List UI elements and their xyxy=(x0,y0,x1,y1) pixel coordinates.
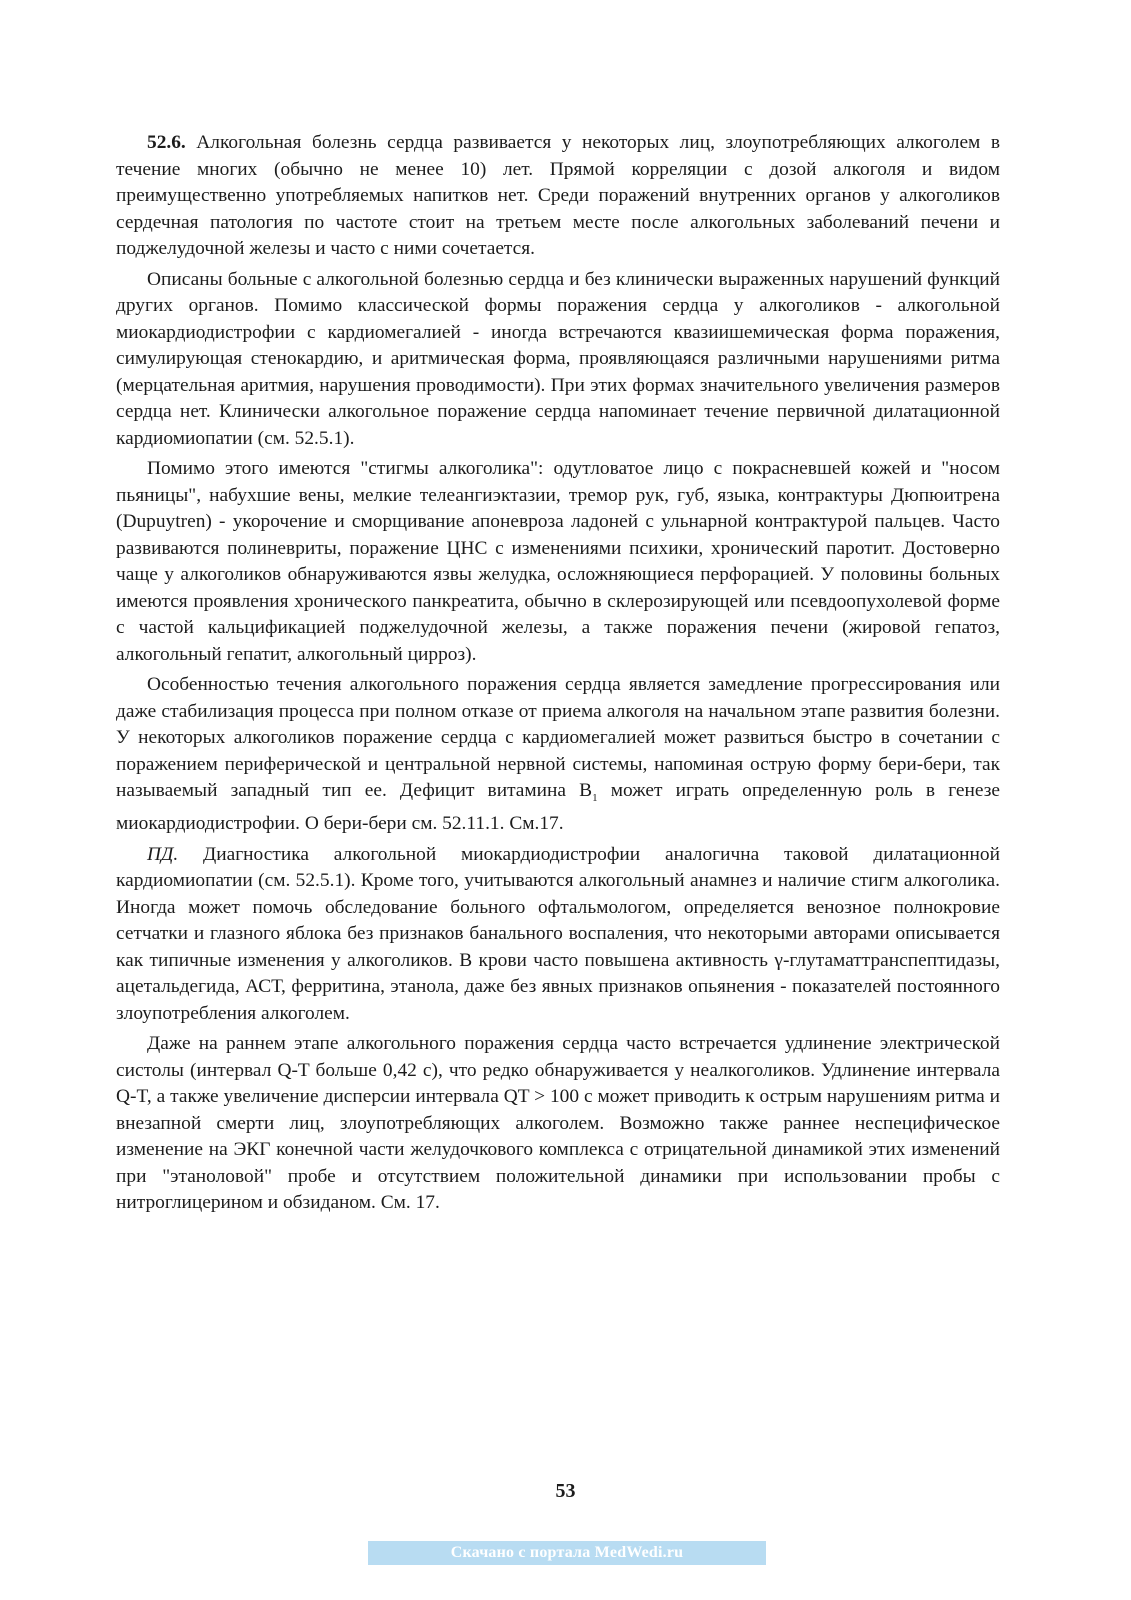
paragraph-ecg: Даже на раннем этапе алкогольного поражения сердца часто встречается удлинение электрической систолы (интервал Q-T больше 0,42 с), что редко обнаруживается у неалкоголиков. Удлинение интервала Q-T, а также увеличение дисперсии интервала QT > 100 с может приводить к острым нарушениям ритма и внезапной смерти лиц, злоупотребляющих алкоголем. Возможно также раннее неспецифическое изменение на ЭКГ конечной части желудочкового комплекса с отрицательной динамикой этих изменений при "этаноловой" пробе и отсутствием положительной динамики при использовании пробы с нитроглицерином и обзиданом. См. 17. xyxy=(116,1033,1000,1214)
paragraph-stigmata: Помимо этого имеются "стигмы алкоголика": одутловатое лицо с покрасневшей кожей и "носом пьяницы", набухшие вены, мелкие телеангиэктазии, тремор рук, губ, языка, контрактуры Дюпюитрена (Dupuytren) - укорочение и сморщивание апоневроза ладоней с ульнарной контрактурой пальцев. Часто развиваются полиневриты, поражение ЦНС с изменениями психики, хронический паротит. Достоверно чаще у алкоголиков обнаруживаются язвы желудка, осложняющиеся перфорацией. У половины больных имеются проявления хронического панкреатита, обычно в склерозирующей или псевдоопухолевой форме с частой кальцификацией поджелудочной железы, а также поражения печени (жировой гепатоз, алкогольный гепатит, алкогольный цирроз). xyxy=(116,458,1000,665)
paragraph-diagnosis xyxy=(116,842,1000,1028)
diagnosis-label: ПД. xyxy=(147,843,179,865)
paragraph-course xyxy=(116,672,1000,838)
paragraph-intro-text: Алкогольная болезнь сердца развивается у некоторых лиц, злоупотребляющих алкоголем в течение многих (обычно не менее 10) лет. Прямой корреляции с дозой алкоголя и видом преимущественно употребляемых напитков нет. Среди поражений внутренних органов у алкоголиков сердечная патология по частоте стоит на третьем месте после алкогольных заболеваний печени и поджелудочной железы и часто с ними сочетается. xyxy=(116,132,1000,259)
paragraph-intro xyxy=(116,130,1000,263)
page-body xyxy=(116,130,1000,1221)
page-number: 53 xyxy=(555,1480,576,1502)
paragraph-forms: Описаны больные с алкогольной болезнью сердца и без клинически выраженных нарушений функций других органов. Помимо классической формы поражения сердца у алкоголиков - алкогольной миокардиодистрофии с кардиомегалией - иногда встречаются квазиишемическая форма поражения, симулирующая стенокардию, и аритмическая форма, проявляющаяся различными нарушениями ритма (мерцательная аритмия, нарушения проводимости). При этих формах значительного увеличения размеров сердца нет. Клинически алкогольное поражение сердца напоминает течение первичной дилатационной кардиомиопатии (см. 52.5.1). xyxy=(116,268,1000,449)
paragraph-diagnosis-text: Диагностика алкогольной миокардиодистрофии аналогична таковой дилатационной кардиомиопатии (см. 52.5.1). Кроме того, учитываются алкогольный анамнез и наличие стигм алкоголика. Иногда может помочь обследование больного офтальмологом, определяется венозное полнокровие сетчатки и глазного яблока без признаков банального воспаления, что некоторыми авторами описывается как типичные изменения у алкоголиков. В крови часто повышена активность γ-глутаматтранспептидазы, ацетальдегида, АСТ, ферритина, этанола, даже без явных признаков опьянения - показателей постоянного злоупотребления алкоголем. xyxy=(116,843,1000,1024)
vitamin-subscript: 1 xyxy=(592,791,598,804)
paragraph-course-text: Особенностью течения алкогольного поражения сердца является замедление прогрессирования или даже стабилизация процесса при полном отказе от приема алкоголя на начальном этапе развития болезни. У некоторых алкоголиков поражение сердца с кардиомегалией может развиться быстро в сочетании с поражением периферической и центральной нервной системы, напоминая острую форму бери-бери, так называемый западный тип ее. Дефицит витамина В xyxy=(116,674,1000,801)
paragraph-course-text-end: может играть определенную роль в генезе миокардиодистрофии. О бери-бери см. 52.11.1. См.17. xyxy=(116,780,1000,835)
watermark-banner: Скачано с портала MedWedi.ru xyxy=(368,1541,766,1565)
section-number: 52.6. xyxy=(147,132,186,153)
